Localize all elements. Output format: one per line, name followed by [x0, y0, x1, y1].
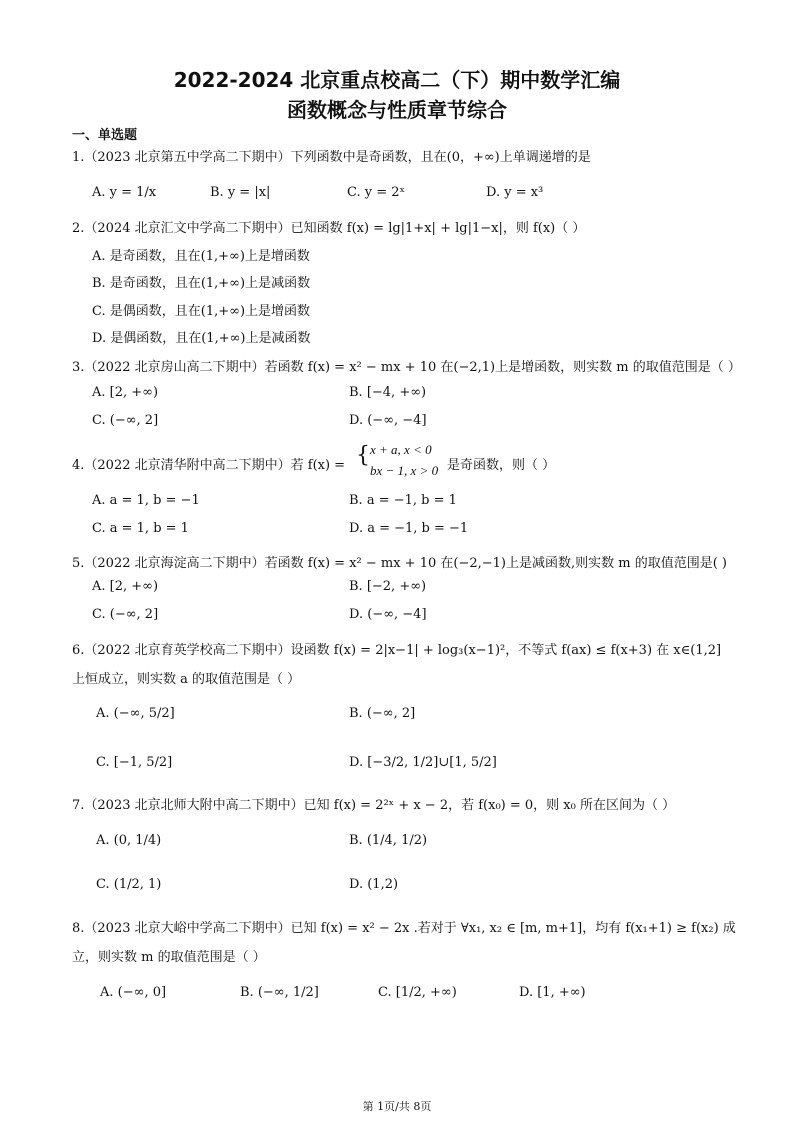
document-subtitle: 函数概念与性质章节综合 — [287, 98, 507, 122]
question-3-option-c: C. (−∞, 2] — [92, 413, 159, 428]
piecewise-line-2: bx − 1, x > 0 — [370, 463, 439, 478]
question-1-option-c: C. y = 2ˣ — [347, 185, 406, 200]
question-7-option-d: D. (1,2) — [349, 877, 399, 892]
question-8-stem: 8.（2023 北京大峪中学高二下期中）已知 f(x) = x² − 2x .若对于 ∀x₁, x₂ ∈ [m, m+1]，均有 f(x₁+1) ≥ f(x₂) 成 — [72, 921, 736, 936]
question-3-stem: 3.（2022 北京房山高二下期中）若函数 f(x) = x² − mx + 10 在(−2,1)上是增函数，则实数 m 的取值范围是（ ） — [72, 360, 741, 375]
question-5-option-a: A. [2, +∞) — [92, 579, 159, 594]
question-8-option-d: D. [1, +∞) — [519, 985, 586, 1000]
document-title: 2022-2024 北京重点校高二（下）期中数学汇编 — [173, 68, 621, 92]
question-3-option-a: A. [2, +∞) — [92, 385, 159, 400]
question-4-stem-post: 是奇函数，则（ ） — [447, 458, 556, 473]
question-1-option-a: A. y = 1/x — [92, 185, 157, 200]
question-7-stem: 7.（2023 北京北师大附中高二下期中）已知 f(x) = 2²ˣ + x − 2，若 f(x₀) = 0，则 x₀ 所在区间为（ ） — [72, 798, 676, 813]
question-4-option-a: A. a = 1, b = −1 — [92, 493, 200, 508]
question-4-option-c: C. a = 1, b = 1 — [92, 521, 189, 536]
question-7-option-a: A. (0, 1/4) — [96, 833, 162, 848]
section-heading: 一、单选题 — [72, 128, 138, 143]
piecewise-brace: { — [356, 443, 370, 468]
question-5-stem: 5.（2022 北京海淀高二下期中）若函数 f(x) = x² − mx + 10 在(−2,−1)上是减函数,则实数 m 的取值范围是( ) — [72, 556, 727, 571]
question-4-option-d: D. a = −1, b = −1 — [349, 521, 469, 536]
question-1-option-b: B. y = |x| — [210, 185, 271, 200]
question-8-option-c: C. [1/2, +∞) — [378, 985, 457, 1000]
question-2-option-c: C. 是偶函数，且在(1,+∞)上是增函数 — [92, 304, 311, 319]
question-4-stem-pre: 4.（2022 北京清华附中高二下期中）若 f(x) = — [72, 458, 346, 473]
question-1-stem: 1.（2023 北京第五中学高二下期中）下列函数中是奇函数，且在(0，+∞)上单调递增的是 — [72, 150, 591, 165]
question-6-option-c: C. [−1, 5/2] — [96, 755, 173, 770]
piecewise-line-1: x + a, x < 0 — [370, 442, 432, 457]
question-2-stem: 2.（2024 北京汇文中学高二下期中）已知函数 f(x) = lg|1+x| + lg|1−x|，则 f(x)（ ） — [72, 221, 586, 236]
question-5-option-b: B. [−2, +∞) — [349, 579, 427, 594]
question-8-option-b: B. (−∞, 1/2] — [240, 985, 319, 1000]
question-4-option-b: B. a = −1, b = 1 — [349, 493, 457, 508]
question-5-option-c: C. (−∞, 2] — [92, 607, 159, 622]
question-6-option-b: B. (−∞, 2] — [349, 706, 416, 721]
question-3-option-b: B. [−4, +∞) — [349, 385, 427, 400]
page-footer: 第 1页/共 8页 — [362, 1100, 432, 1113]
question-7-option-c: C. (1/2, 1) — [96, 877, 162, 892]
question-7-option-b: B. (1/4, 1/2) — [349, 833, 428, 848]
question-8-option-a: A. (−∞, 0] — [100, 985, 167, 1000]
question-8-stem-continued: 立，则实数 m 的取值范围是（ ） — [72, 950, 266, 965]
question-6-option-a: A. (−∞, 5/2] — [96, 706, 175, 721]
question-5-option-d: D. (−∞, −4] — [349, 607, 427, 622]
question-2-option-d: D. 是偶函数，且在(1,+∞)上是减函数 — [92, 331, 311, 346]
question-6-option-d: D. [−3/2, 1/2]∪[1, 5/2] — [349, 755, 497, 770]
question-2-option-b: B. 是奇函数，且在(1,+∞)上是减函数 — [92, 276, 311, 291]
question-6-stem-continued: 上恒成立，则实数 a 的取值范围是（ ） — [72, 672, 301, 687]
question-6-stem: 6.（2022 北京育英学校高二下期中）设函数 f(x) = 2|x−1| + log₃(x−1)²，不等式 f(ax) ≤ f(x+3) 在 x∈(1,2] — [72, 643, 722, 658]
question-3-option-d: D. (−∞, −4] — [349, 413, 427, 428]
question-2-option-a: A. 是奇函数，且在(1,+∞)上是增函数 — [92, 249, 310, 264]
question-1-option-d: D. y = x³ — [486, 185, 544, 200]
